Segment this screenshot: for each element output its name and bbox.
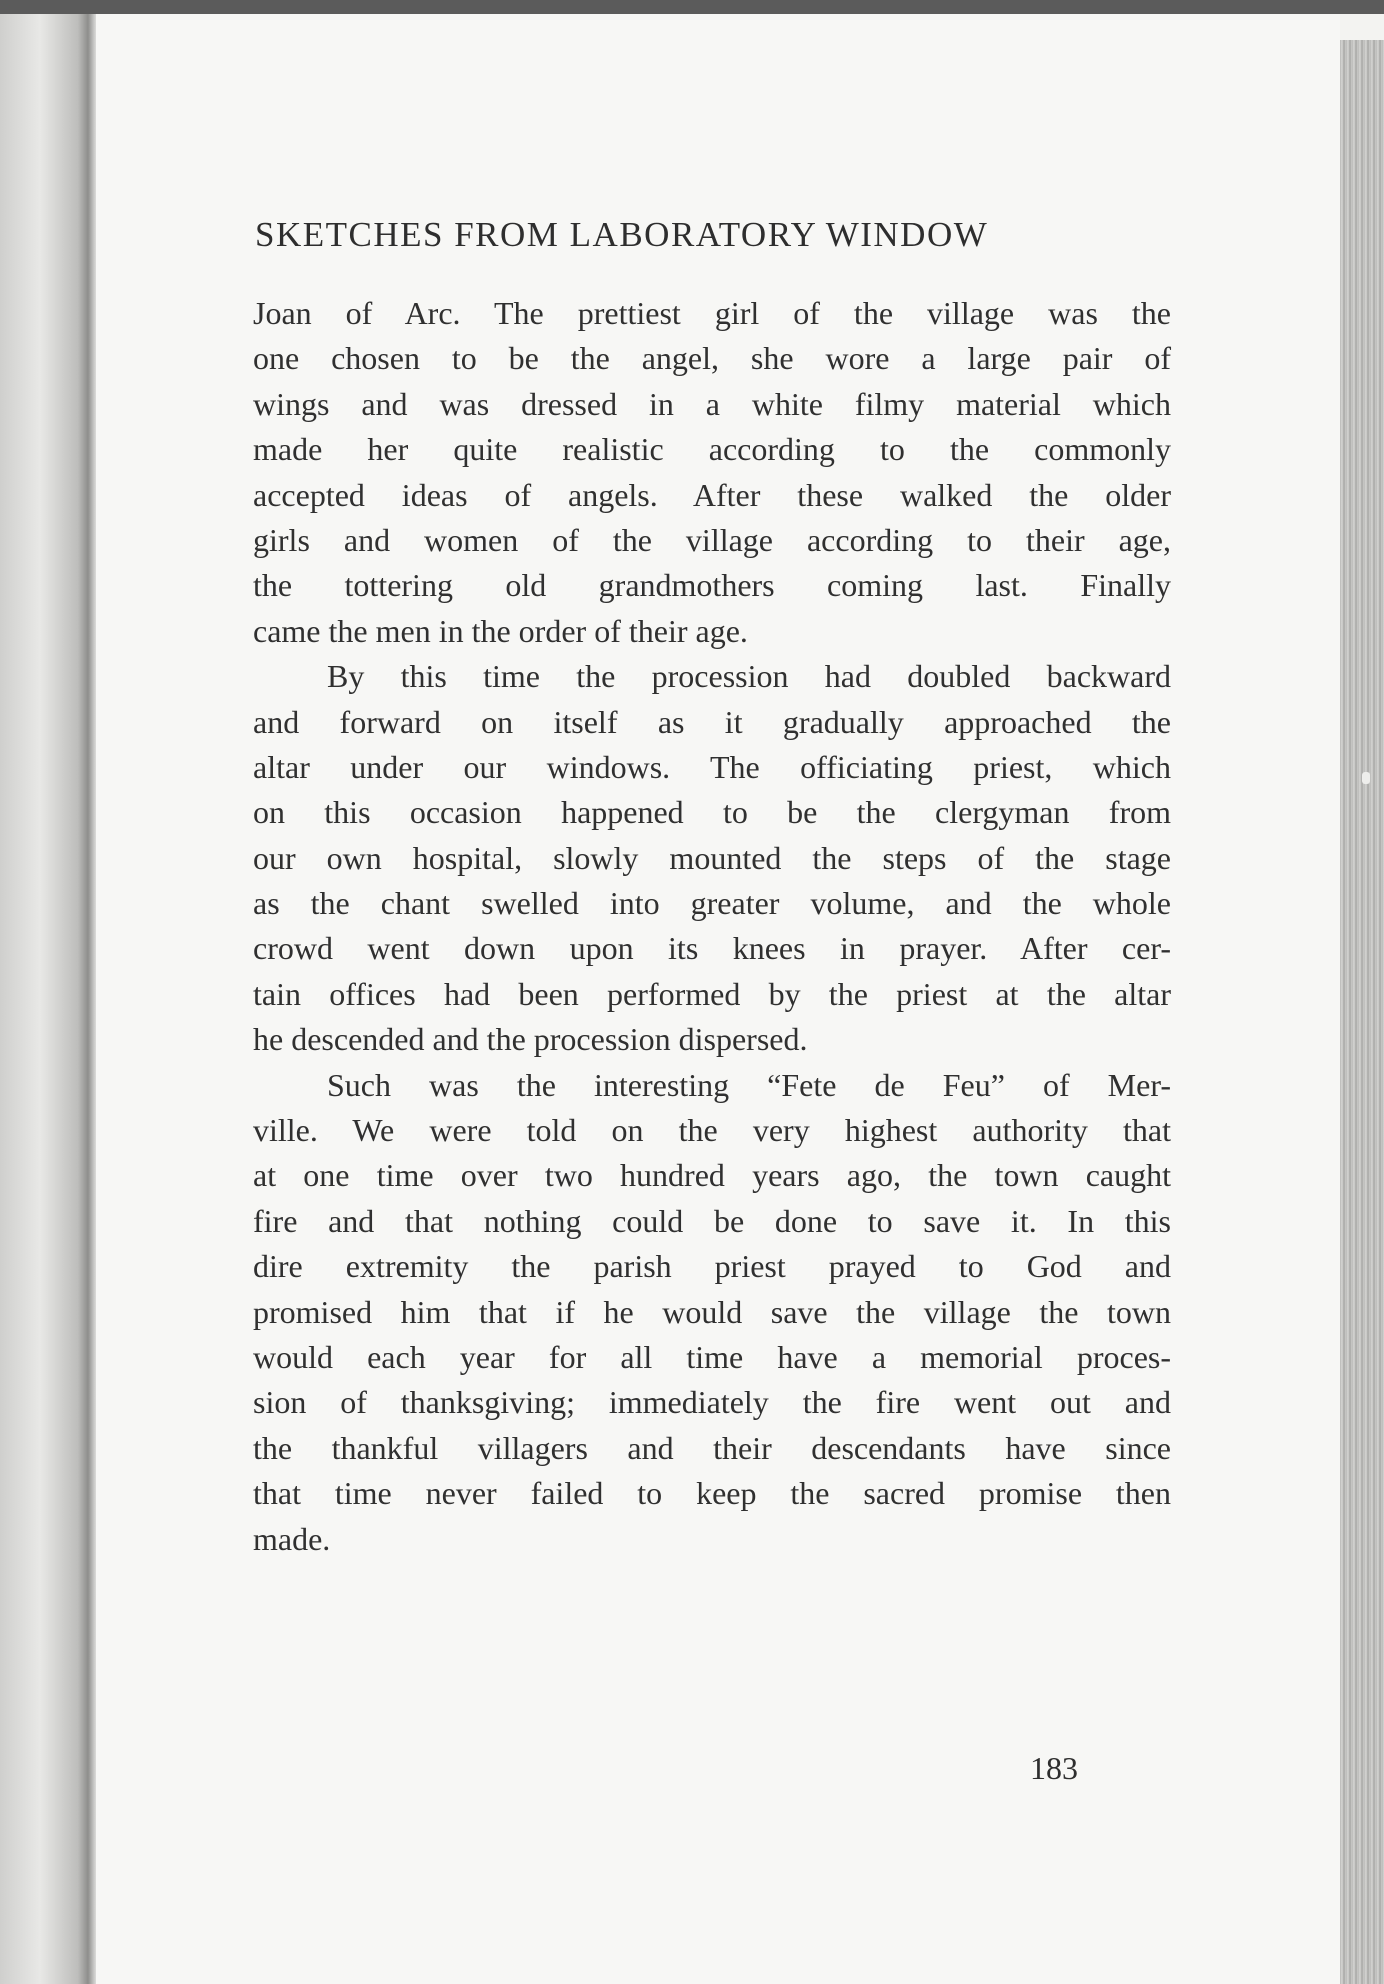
scan-top-edge xyxy=(0,0,1384,14)
text-line: ville. We were told on the very highest authority that xyxy=(253,1112,1171,1149)
text-line: fire and that nothing could be done to save it. In this xyxy=(253,1202,1171,1239)
text-line: wings and was dressed in a white filmy material which xyxy=(253,385,1171,422)
text-line: made. xyxy=(253,1520,331,1557)
text-line: as the chant swelled into greater volume, and the whole xyxy=(253,885,1171,922)
text-line: and forward on itself as it gradually approached the xyxy=(253,703,1171,740)
paragraph xyxy=(253,291,1171,654)
text-line: altar under our windows. The officiating priest, which xyxy=(253,748,1171,785)
text-line: promised him that if he would save the village the town xyxy=(253,1293,1171,1330)
text-line: our own hospital, slowly mounted the steps of the stage xyxy=(253,839,1171,876)
text-line: he descended and the procession dispersed. xyxy=(253,1021,808,1058)
text-line: the tottering old grandmothers coming last. Finally xyxy=(253,567,1171,604)
facing-page-edge xyxy=(0,14,96,1984)
text-line: came the men in the order of their age. xyxy=(253,612,748,649)
text-line: Such was the interesting “Fete de Feu” of Mer- xyxy=(327,1066,1171,1103)
text-line: sion of thanksgiving; immediately the fire went out and xyxy=(253,1384,1171,1421)
paragraph xyxy=(253,654,1171,1063)
text-line: By this time the procession had doubled backward xyxy=(327,658,1171,695)
page-corner xyxy=(1340,14,1384,40)
text-line: the thankful villagers and their descendants have since xyxy=(253,1429,1171,1466)
text-line: made her quite realistic according to the commonly xyxy=(253,431,1171,468)
text-line: one chosen to be the angel, she wore a large pair of xyxy=(253,340,1171,377)
paragraph xyxy=(253,1063,1171,1562)
text-line: accepted ideas of angels. After these walked the older xyxy=(253,476,1171,513)
text-line: crowd went down upon its knees in prayer. After cer- xyxy=(253,930,1171,967)
text-line: would each year for all time have a memorial proces- xyxy=(253,1338,1171,1375)
text-line: that time never failed to keep the sacred promise then xyxy=(253,1475,1171,1512)
page-number: 183 xyxy=(1030,1750,1078,1786)
text-line: tain offices had been performed by the priest at the altar xyxy=(253,975,1171,1012)
body-text xyxy=(253,291,1171,1562)
text-line: on this occasion happened to be the clergyman from xyxy=(253,794,1171,831)
text-line: dire extremity the parish priest prayed to God and xyxy=(253,1248,1171,1285)
text-line: girls and women of the village according to their age, xyxy=(253,521,1171,558)
page-stack-edge xyxy=(1340,40,1384,1984)
text-line: Joan of Arc. The prettiest girl of the village was the xyxy=(253,295,1171,331)
page-speck xyxy=(1362,772,1370,784)
running-head: SKETCHES FROM LABORATORY WINDOW xyxy=(255,215,989,254)
text-line: at one time over two hundred years ago, the town caught xyxy=(253,1157,1171,1194)
